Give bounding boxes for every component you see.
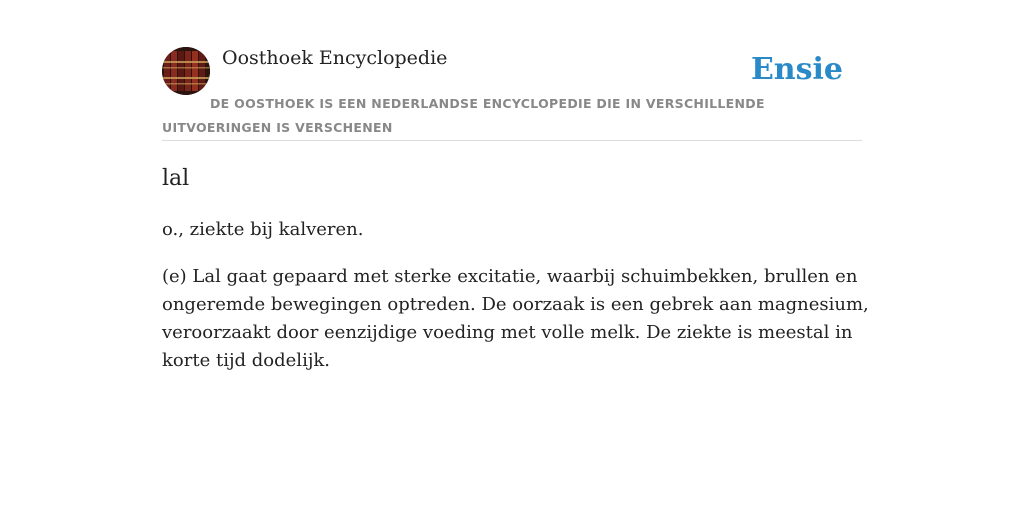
encyclopedia-books-icon[interactable] [162,47,210,95]
site-title[interactable]: Oosthoek Encyclopedie [222,47,448,69]
article-term: lal [162,166,190,191]
brand-logo[interactable]: Ensie [750,52,843,87]
article-paragraph: (e) Lal gaat gepaard met sterke excitatie, waarbij schuimbekken, brullen en ongeremde bewegingen optreden. De oorzaak is een gebrek aan magnesium, veroorzaakt door eenzijdige voeding met volle melk. De ziekte is meestal in korte tijd dodelijk. [162,266,869,371]
article-definition: o., ziekte bij kalveren. [162,219,364,240]
site-header [162,46,862,141]
site-tagline: DE OOSTHOEK IS EEN NEDERLANDSE ENCYCLOPEDIE DIE IN VERSCHILLENDE UITVOERINGEN IS VERSCHENEN [162,96,765,135]
